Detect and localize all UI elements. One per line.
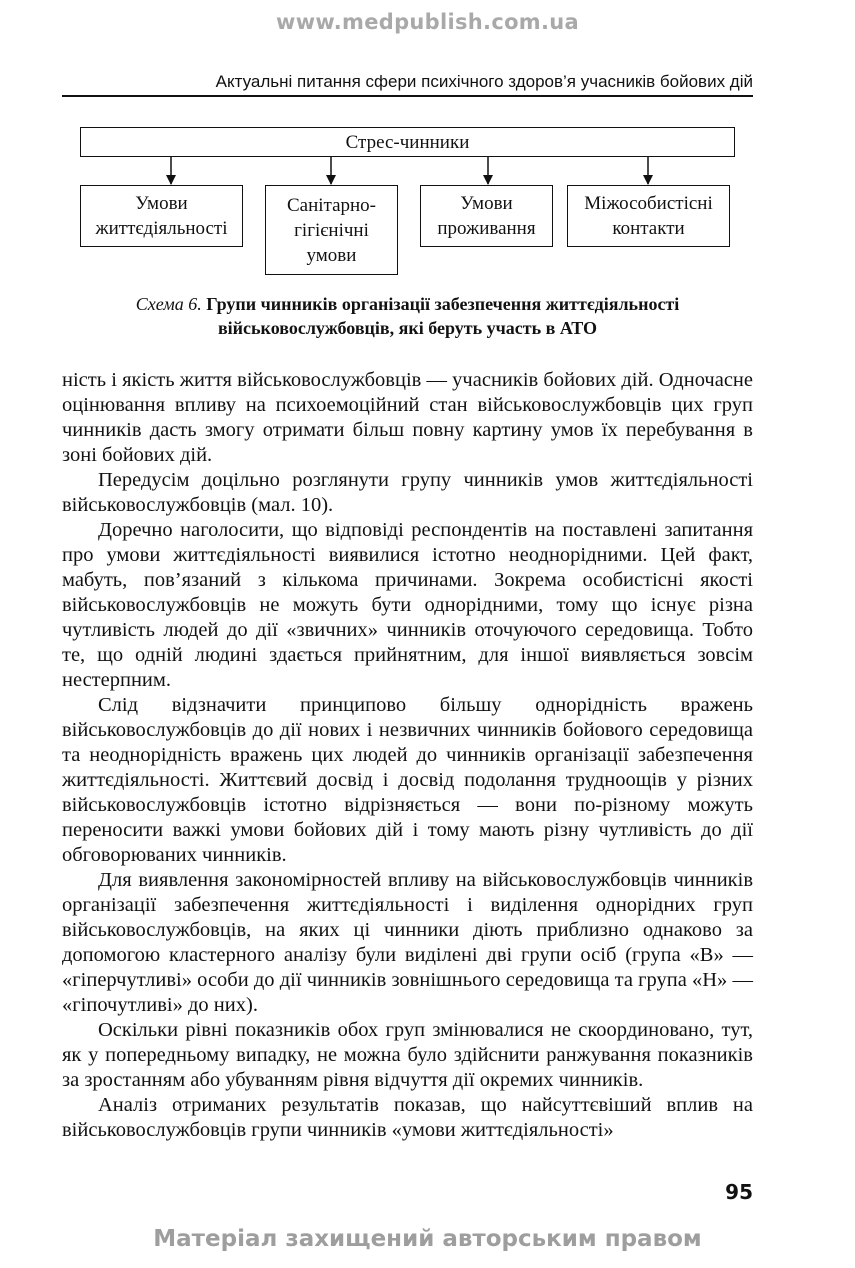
copyright-watermark: Матеріал захищений авторським правом <box>153 1226 702 1252</box>
node-housing-conditions: Умови проживання <box>420 185 553 247</box>
node-sanitary-conditions: Санітарно-гігієнічні умови <box>265 185 398 275</box>
paragraph: Доречно наголосити, що відповіді респондентів на поставлені запитання про умови життєдіяльності виявилися істотно неоднорідними. Цей факт, мабуть, пов’язаний з кількома причинами. Зокрема особистісні якості військовослужбовців не можуть бути однорідними, тому що існує різна чутливість людей до дії «звичних» чинників оточуючого середовища. Тобто те, що одній людині здається прийнятним, для іншої виявляється зовсім нестерпним. <box>62 519 753 691</box>
paragraph: ність і якість життя військовослужбовців — учасників бойових дій. Одночасне оцінювання впливу на психоемоційний стан військовослужбовців цих груп чинників дасть змогу отримати більш повну картину умов їх перебування в зоні бойових дій. <box>62 369 753 466</box>
paragraph: Для виявлення закономірностей впливу на військовослужбовців чинників організації забезпечення життєдіяльності і виділення однорідних груп військовослужбовців, на яких ці чинники діють приблизно однаково за допомогою кластерного аналізу були виділені дві групи осіб (група «В» — «гіперчутливі» особи до дії чинників зовнішнього середовища та група «Н» — «гіпочутливі» до них). <box>62 869 753 1016</box>
running-header: Актуальні питання сфери психічного здоров’я учасників бойових дій <box>62 72 753 97</box>
watermark-url: www.medpublish.com.ua <box>276 10 579 34</box>
body-text <box>62 368 753 1143</box>
paragraph: Слід відзначити принципово більшу однорідність вражень військовослужбовців до дії нових і незвичних чинників бойового середовища та неоднорідність вражень цих людей до чинників організації забезпечення життєдіяльності. Життєвий досвід і досвід подолання трудноощів у різних військовослужбовців істотно відрізняється — вони по-різному можуть переносити важкі умови бойових дій і тому мають різну чутливість до дії обговорюваних чинників. <box>62 694 753 866</box>
paragraph: Аналіз отриманих результатів показав, що найсуттєвіший вплив на військовослужбовців групи чинників «умови життєдіяльності» <box>62 1094 753 1141</box>
figure-caption <box>62 292 753 340</box>
root-node-stress-factors: Стрес-чинники <box>80 127 735 157</box>
caption-title: Групи чинників організації забезпечення життєдіяльності військовослужбовців, які беруть участь в АТО <box>206 294 680 338</box>
scheme-diagram <box>0 126 855 281</box>
node-living-conditions: Умови життєдіяльності <box>80 185 243 247</box>
page-number: 95 <box>725 1180 753 1204</box>
paragraph: Передусім доцільно розглянути групу чинників умов життєдіяльності військовослужбовців (мал. 10). <box>62 469 753 516</box>
caption-label: Схема 6. <box>135 294 202 314</box>
paragraph: Оскільки рівні показників обох груп змінювалися не скоординовано, тут, як у попередньому випадку, не можна було здійснити ранжування показників за зростанням або убуванням рівня відчуття дії окремих чинників. <box>62 1019 753 1091</box>
node-interpersonal-contacts: Міжособистісні контакти <box>567 185 730 247</box>
